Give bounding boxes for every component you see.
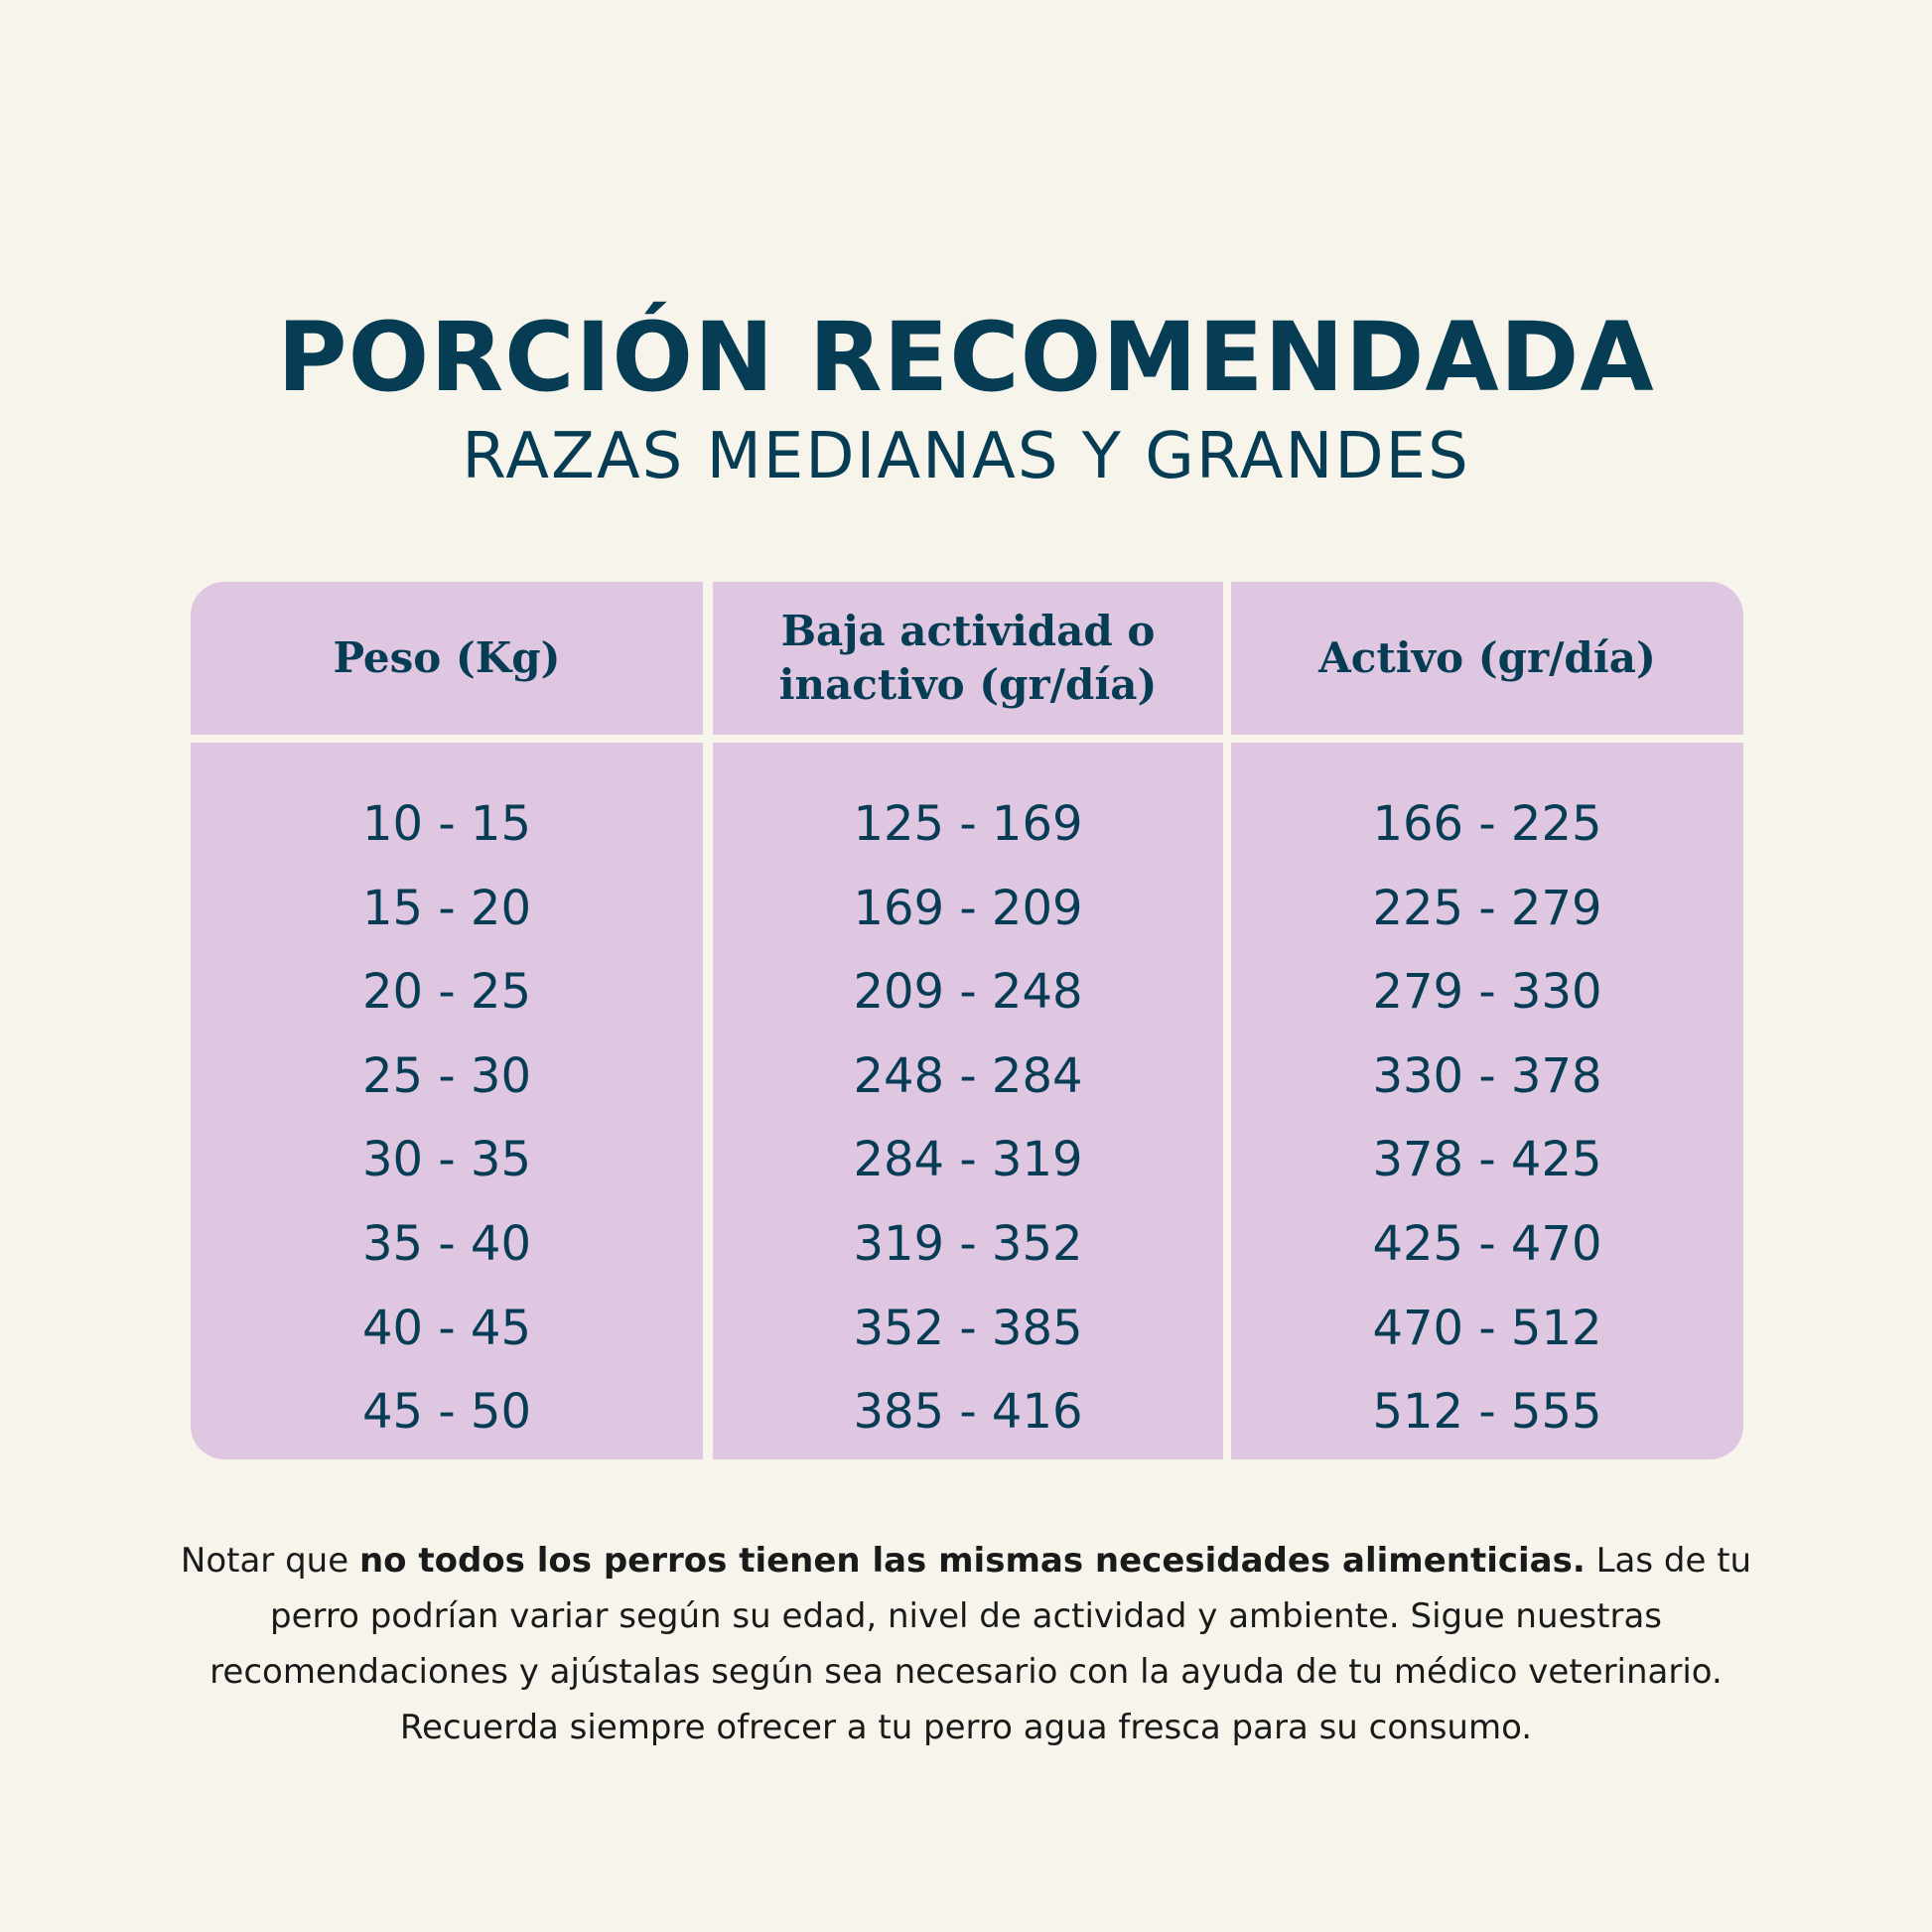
table-cell: 425 - 470 xyxy=(1372,1215,1602,1272)
table-cell: 352 - 385 xyxy=(853,1300,1083,1356)
table-cell: 125 - 169 xyxy=(853,796,1083,852)
table-cell: 10 - 15 xyxy=(362,796,531,852)
table-cell: 169 - 209 xyxy=(853,880,1083,936)
table-cell: 15 - 20 xyxy=(362,880,531,936)
table-cell: 40 - 45 xyxy=(362,1300,531,1356)
table-cell: 319 - 352 xyxy=(853,1215,1083,1272)
table-cell: 225 - 279 xyxy=(1372,880,1602,936)
note-body: Las de tu perro podrían variar según su edad, nivel de actividad y ambiente. Sigue nuestras recomendaciones y ajústalas según sea necesario con la ayuda de tu médico veterinario. Recuerda siempre ofrecer a tu perro agua fresca para su consumo. xyxy=(209,1541,1752,1747)
table-cell: 470 - 512 xyxy=(1372,1300,1602,1356)
table-cell: 209 - 248 xyxy=(853,964,1083,1021)
column-header-label: Activo (gr/día) xyxy=(1318,633,1656,682)
table-column-active xyxy=(1231,582,1743,1459)
table-column-weight xyxy=(191,582,703,1459)
column-header-label: Baja actividad o inactivo (gr/día) xyxy=(778,607,1158,709)
table-cell: 45 - 50 xyxy=(362,1384,531,1441)
table-cell: 30 - 35 xyxy=(362,1132,531,1188)
table-cell: 248 - 284 xyxy=(853,1047,1083,1104)
table-cell: 166 - 225 xyxy=(1372,796,1602,852)
table-column-low-activity xyxy=(713,582,1223,1459)
column-header xyxy=(713,582,1223,735)
note-lead: Notar que xyxy=(180,1541,359,1581)
page-title: PORCIÓN RECOMENDADA xyxy=(277,302,1655,413)
column-body xyxy=(713,743,1223,1459)
table-cell: 385 - 416 xyxy=(853,1384,1083,1441)
table-cell: 330 - 378 xyxy=(1372,1047,1602,1104)
feeding-note xyxy=(149,1533,1783,1755)
table-cell: 279 - 330 xyxy=(1372,964,1602,1021)
note-emphasis: no todos los perros tienen las mismas necesidades alimenticias. xyxy=(358,1541,1586,1581)
column-body xyxy=(1231,743,1743,1459)
column-header xyxy=(191,582,703,735)
table-cell: 35 - 40 xyxy=(362,1215,531,1272)
active-values xyxy=(1231,782,1743,1454)
table-cell: 512 - 555 xyxy=(1372,1384,1602,1441)
table-cell: 20 - 25 xyxy=(362,964,531,1021)
table-cell: 25 - 30 xyxy=(362,1047,531,1104)
weight-values xyxy=(191,782,703,1454)
table-cell: 378 - 425 xyxy=(1372,1132,1602,1188)
table-cell: 284 - 319 xyxy=(853,1132,1083,1188)
page-subtitle: RAZAS MEDIANAS Y GRANDES xyxy=(462,420,1470,493)
low-activity-values xyxy=(713,782,1223,1454)
column-header-label: Peso (Kg) xyxy=(333,633,561,682)
column-header xyxy=(1231,582,1743,735)
portion-table xyxy=(191,582,1743,1459)
column-body xyxy=(191,743,703,1459)
